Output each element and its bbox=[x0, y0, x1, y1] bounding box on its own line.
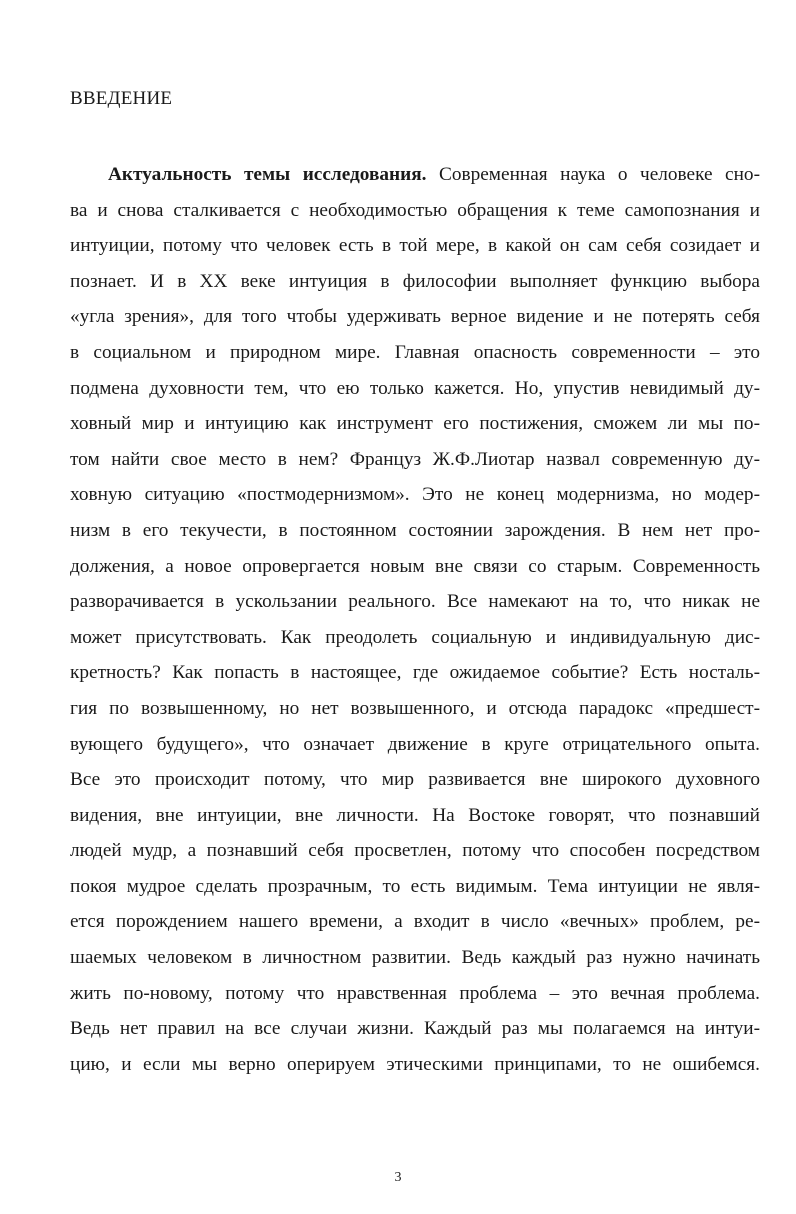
text-line: том найти свое место в нем? Француз Ж.Ф.Лиотар назвал современную ду- bbox=[70, 448, 760, 470]
text-line: ва и снова сталкивается с необходимостью обращения к теме самопознания и bbox=[70, 199, 760, 221]
text-line: цию, и если мы верно оперируем этическими принципами, то не ошибемся. bbox=[70, 1053, 760, 1075]
text-line: разворачивается в ускользании реального. Все намекают на то, что никак не bbox=[70, 591, 760, 613]
paragraph-first-line bbox=[70, 157, 760, 193]
text-line: вующего будущего», что означает движение в круге отрицательного опыта. bbox=[70, 733, 760, 755]
text-line: низм в его текучести, в постоянном состоянии зарождения. В нем нет про- bbox=[70, 519, 760, 541]
text-line: в социальном и природном мире. Главная опасность современности – это bbox=[70, 341, 760, 363]
text-line: ется порождением нашего времени, а входит в число «вечных» проблем, ре- bbox=[70, 911, 760, 933]
text-line: покоя мудрое сделать прозрачным, то есть видимым. Тема интуиции не явля- bbox=[70, 875, 760, 897]
text-line: шаемых человеком в личностном развитии. Ведь каждый раз нужно начинать bbox=[70, 947, 760, 969]
text-line: ховный мир и интуицию как инструмент его постижения, сможем ли мы по- bbox=[70, 413, 760, 435]
text-line: подмена духовности тем, что ею только кажется. Но, упустив невидимый ду- bbox=[70, 377, 760, 399]
first-line-rest: Современная наука о человеке сно- bbox=[426, 164, 760, 185]
page-number: 3 bbox=[394, 1170, 402, 1185]
section-heading: ВВЕДЕНИЕ bbox=[70, 88, 173, 109]
text-line: Все это происходит потому, что мир развивается вне широкого духовного bbox=[70, 769, 760, 791]
text-line: ховную ситуацию «постмодернизмом». Это не конец модернизма, но модер- bbox=[70, 484, 760, 506]
text-line: людей мудр, а познавший себя просветлен, потому что способен посредством bbox=[70, 840, 760, 862]
text-line: интуиции, потому что человек есть в той мере, в какой он сам себя созидает и bbox=[70, 235, 760, 257]
text-line: видения, вне интуиции, вне личности. На Востоке говорят, что познавший bbox=[70, 804, 760, 826]
text-line: гия по возвышенному, но нет возвышенного, и отсюда парадокс «предшест- bbox=[70, 697, 760, 719]
text-line: «угла зрения», для того чтобы удерживать верное видение и не потерять себя bbox=[70, 306, 760, 328]
text-line: познает. И в XX веке интуиция в философии выполняет функцию выбора bbox=[70, 270, 760, 292]
text-line: может присутствовать. Как преодолеть социальную и индивидуальную дис- bbox=[70, 626, 760, 648]
text-line: кретность? Как попасть в настоящее, где ожидаемое событие? Есть носталь- bbox=[70, 662, 760, 684]
body-paragraph bbox=[70, 157, 760, 1082]
text-line: должения, а новое опровергается новым вне связи со старым. Современность bbox=[70, 555, 760, 577]
bold-lead-phrase: Актуальность темы исследования. bbox=[108, 164, 427, 185]
text-line: жить по-новому, потому что нравственная проблема – это вечная проблема. bbox=[70, 982, 760, 1004]
text-line: Ведь нет правил на все случаи жизни. Каждый раз мы полагаемся на интуи- bbox=[70, 1018, 760, 1040]
